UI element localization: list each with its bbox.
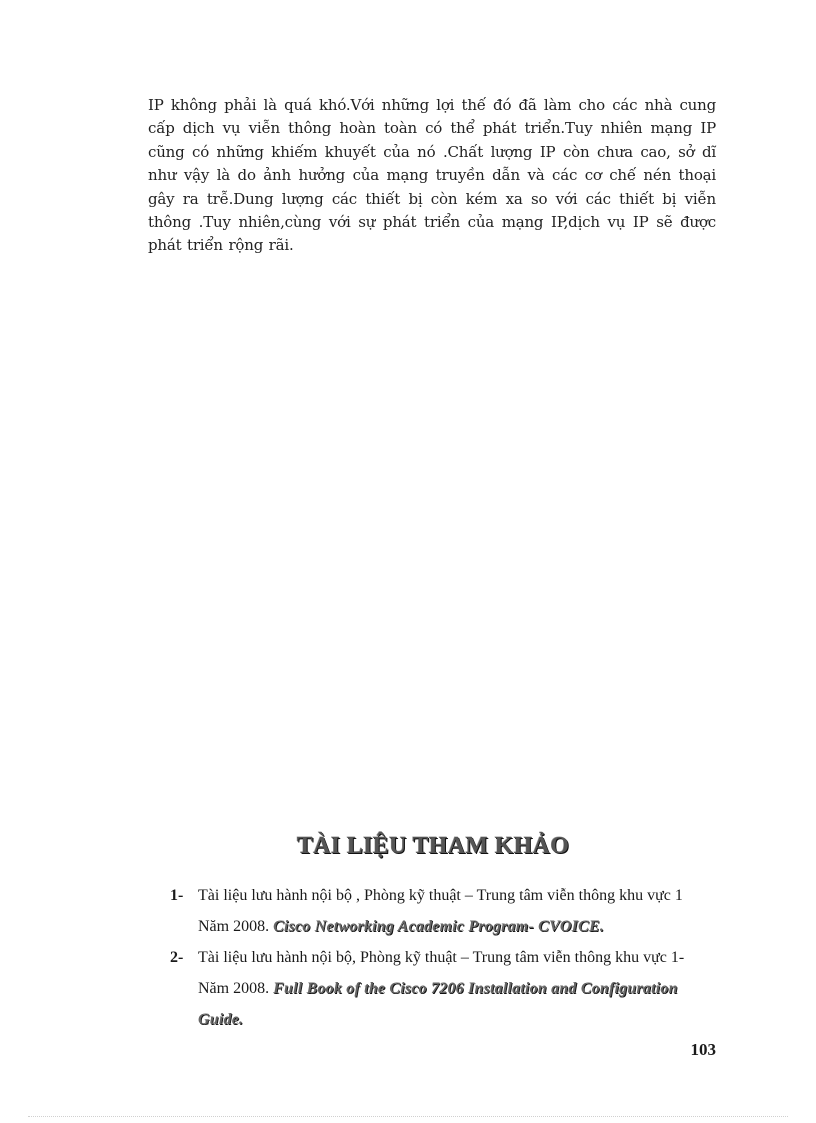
body-paragraph: IP không phải là quá khó.Với những lợi thế đó đã làm cho các nhà cung cấp dịch vụ viễn thông hoàn toàn có thể phát triển.Tuy nhiên mạng IP cũng có những khiếm khuyết của nó .Chất lượng IP còn chưa cao, sở dĩ như vậy là do ảnh hưởng của mạng truyền dẫn và các cơ chế nén thoại gây ra trễ.Dung lượng các thiết bị còn kém xa so với các thiết bị viễn thông .Tuy nhiên,cùng với sự phát triển của mạng IP,dịch vụ IP sẽ được phát triển rộng rãi. <box>148 96 716 255</box>
reference-text: Tài liệu lưu hành nội bộ , Phòng kỹ thuật – Trung tâm viễn thông khu vực 1 Năm 2008. <box>198 887 683 935</box>
reference-number: 2- <box>170 949 184 966</box>
reference-title: Cisco Networking Academic Program- CVOICE. <box>273 918 605 935</box>
references-heading: TÀI LIỆU THAM KHẢO <box>296 833 570 859</box>
page-number: 103 <box>690 1040 716 1059</box>
references-list <box>170 880 710 1035</box>
reference-number: 1- <box>170 887 184 904</box>
reference-text: Tài liệu lưu hành nội bộ, Phòng kỹ thuật – Trung tâm viễn thông khu vực 1- Năm 2008. <box>198 949 685 997</box>
reference-item-1 <box>170 880 710 942</box>
reference-item-2 <box>170 942 710 1035</box>
reference-title: Full Book of the Cisco 7206 Installation and Configuration Guide. <box>198 980 678 1028</box>
page-bottom-divider <box>28 1116 788 1117</box>
